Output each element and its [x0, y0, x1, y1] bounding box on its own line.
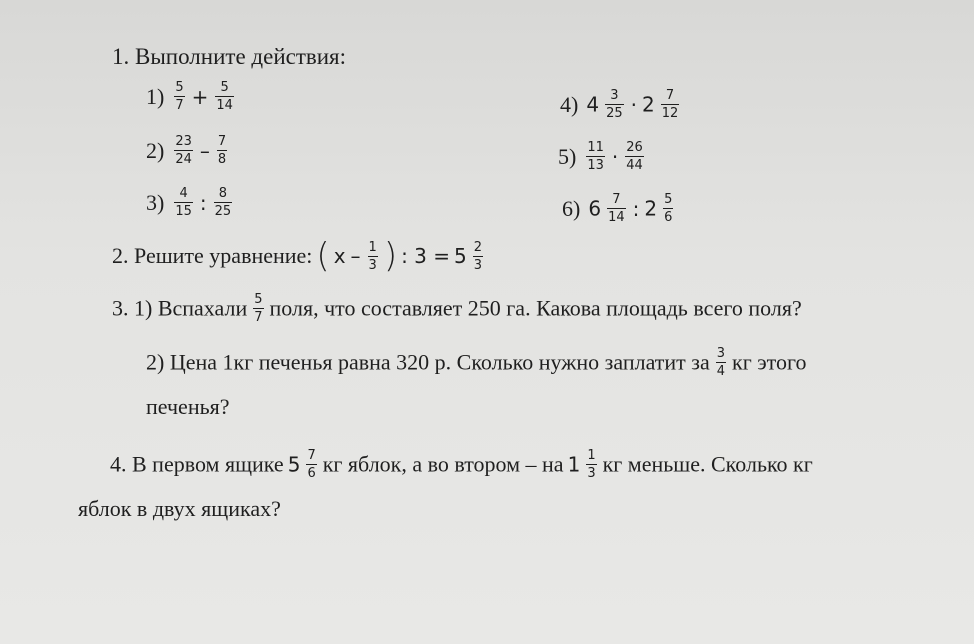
fraction: $\frac{7}{8}$ — [217, 134, 227, 167]
operator: : — [632, 196, 640, 221]
fraction: $\frac{23}{24}$ — [175, 134, 192, 167]
item-label: 2) — [146, 137, 165, 163]
fraction: $\frac{5}{6}$ — [664, 192, 673, 225]
task3-p2-line2: печенья? — [146, 394, 230, 419]
whole-part: 6 — [588, 196, 602, 221]
fraction: $\frac{5}{7}$ — [175, 80, 184, 113]
operator: · — [611, 144, 619, 169]
task4-line2: яблок в двух ящиках? — [78, 496, 281, 521]
fraction: $\frac{11}{13}$ — [587, 140, 604, 173]
whole-part: 5 — [287, 452, 301, 477]
task3-p2-suffix: кг этого — [732, 349, 807, 375]
task4-prefix: 4. В первом ящике — [110, 451, 284, 477]
task3-p1-prefix: 3. 1) Вспахали — [112, 295, 248, 321]
task1-item-1 — [146, 80, 236, 113]
whole-part: 1 — [567, 452, 581, 477]
task1-item-2 — [146, 134, 229, 167]
operator: + — [191, 84, 209, 109]
whole-part: 2 — [641, 92, 655, 117]
fraction: $\frac{3}{4}$ — [716, 346, 726, 379]
operator: – — [350, 244, 361, 268]
operator: · — [630, 92, 637, 117]
task1-item-5 — [558, 140, 646, 173]
right-paren: ) — [383, 236, 398, 276]
item-label: 1) — [146, 83, 165, 109]
fraction: $\frac{1}{3}$ — [587, 448, 596, 481]
fraction: $\frac{1}{3}$ — [368, 239, 377, 273]
equation-rest: : 3 = — [401, 244, 451, 268]
fraction: $\frac{5}{7}$ — [254, 292, 263, 325]
whole-part: 5 — [454, 244, 467, 268]
task2-equation — [112, 236, 485, 276]
fraction: $\frac{7}{14}$ — [608, 192, 625, 225]
fraction: $\frac{4}{15}$ — [175, 186, 192, 219]
variable-x: x — [333, 244, 346, 268]
whole-part: 2 — [644, 196, 658, 221]
item-label: 3) — [146, 189, 165, 215]
item-label: 5) — [558, 143, 577, 169]
task3-part2 — [146, 346, 806, 379]
operator: : — [199, 190, 207, 215]
item-label: 4) — [560, 91, 579, 117]
task1-item-4 — [560, 88, 681, 121]
task3-p1-suffix: поля, что составляет 250 га. Какова площадь всего поля? — [269, 295, 802, 321]
task2-text: 2. Решите уравнение: — [112, 243, 313, 268]
fraction: $\frac{2}{3}$ — [473, 239, 483, 273]
fraction: $\frac{26}{44}$ — [626, 140, 643, 173]
fraction: $\frac{5}{14}$ — [216, 80, 233, 113]
fraction: $\frac{8}{25}$ — [214, 186, 232, 219]
fraction: $\frac{3}{25}$ — [606, 88, 623, 121]
operator: – — [199, 138, 210, 163]
task3-p2-prefix: 2) Цена 1кг печенья равна 320 р. Сколько нужно заплатит за — [146, 349, 710, 375]
task4-suffix: кг меньше. Сколько кг — [602, 451, 813, 477]
task4-mid: кг яблок, а во втором – на — [322, 451, 564, 477]
task1-title: 1. Выполните действия: — [112, 44, 347, 69]
fraction: $\frac{7}{12}$ — [661, 88, 679, 121]
task1-item-3 — [146, 186, 234, 219]
task3-part1 — [112, 292, 802, 325]
left-paren: ( — [316, 236, 330, 276]
fraction: $\frac{7}{6}$ — [307, 448, 316, 481]
item-label: 6) — [562, 195, 581, 221]
task4-line1 — [110, 448, 813, 481]
task1-item-6 — [562, 192, 675, 225]
whole-part: 4 — [586, 92, 600, 117]
